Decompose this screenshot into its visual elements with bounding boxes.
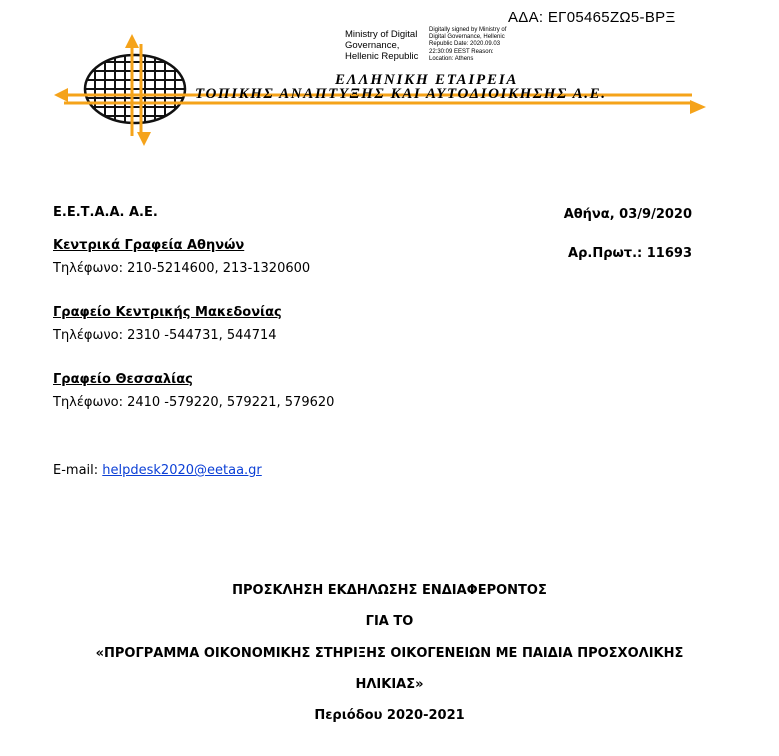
signature-details: Digitally signed by Ministry of Digital Governance, Hellenic Republic Date: 2020.09.03 22:30:09 EEST Reason: Location: Athens <box>429 27 507 62</box>
office-phone: Τηλέφωνο: 2410 -579220, 579221, 579620 <box>53 395 335 410</box>
office-phone: Τηλέφωνο: 2310 -544731, 544714 <box>53 328 277 343</box>
office-phone: Τηλέφωνο: 210-5214600, 213-1320600 <box>53 261 311 276</box>
signature-label: Ministry of Digital Governance, Hellenic Republic <box>345 29 419 62</box>
office-title: Κεντρικά Γραφεία Αθηνών <box>53 238 245 253</box>
heading-line: «ΠΡΟΓΡΑΜΜΑ ΟΙΚΟΝΟΜΙΚΗΣ ΣΤΗΡΙΞΗΣ ΟΙΚΟΓΕΝΕΙΩΝ ΜΕ ΠΑΙΔΙΑ ΠΡΟΣΧΟΛΙΚΗΣ <box>95 646 684 661</box>
heading-line: ΓΙΑ ΤΟ <box>365 614 414 629</box>
sender-name: Ε.Ε.Τ.Α.Α. Α.Ε. <box>53 205 158 220</box>
office-title: Γραφείο Κεντρικής Μακεδονίας <box>53 305 282 320</box>
company-name-line2: ΤΟΠΙΚΗΣ ΑΝΑΠΤΥΞΗΣ ΚΑΙ ΑΥΤΟΔΙΟΙΚΗΣΗΣ Α.Ε. <box>195 86 607 102</box>
heading-line: ΠΡΟΣΚΛΗΣΗ ΕΚΔΗΛΩΣΗΣ ΕΝΔΙΑΦΕΡΟΝΤΟΣ <box>232 583 547 598</box>
heading-period: Περιόδου 2020-2021 <box>314 708 465 723</box>
office-title: Γραφείο Θεσσαλίας <box>53 372 193 387</box>
email-label: E-mail: <box>53 463 103 478</box>
email-link[interactable]: helpdesk2020@eetaa.gr <box>102 463 262 478</box>
document-date: Αθήνα, 03/9/2020 <box>563 207 692 222</box>
ada-code: ΑΔΑ: ΕΓ05465ΖΩ5-ΒΡΞ <box>508 9 676 26</box>
company-name-line1: ΕΛΛΗΝΙΚΗ ΕΤΑΙΡΕΙΑ <box>335 72 519 88</box>
email-line <box>53 463 262 478</box>
heading-line: ΗΛΙΚΙΑΣ» <box>355 677 424 692</box>
protocol-number: Αρ.Πρωτ.: 11693 <box>568 246 692 261</box>
